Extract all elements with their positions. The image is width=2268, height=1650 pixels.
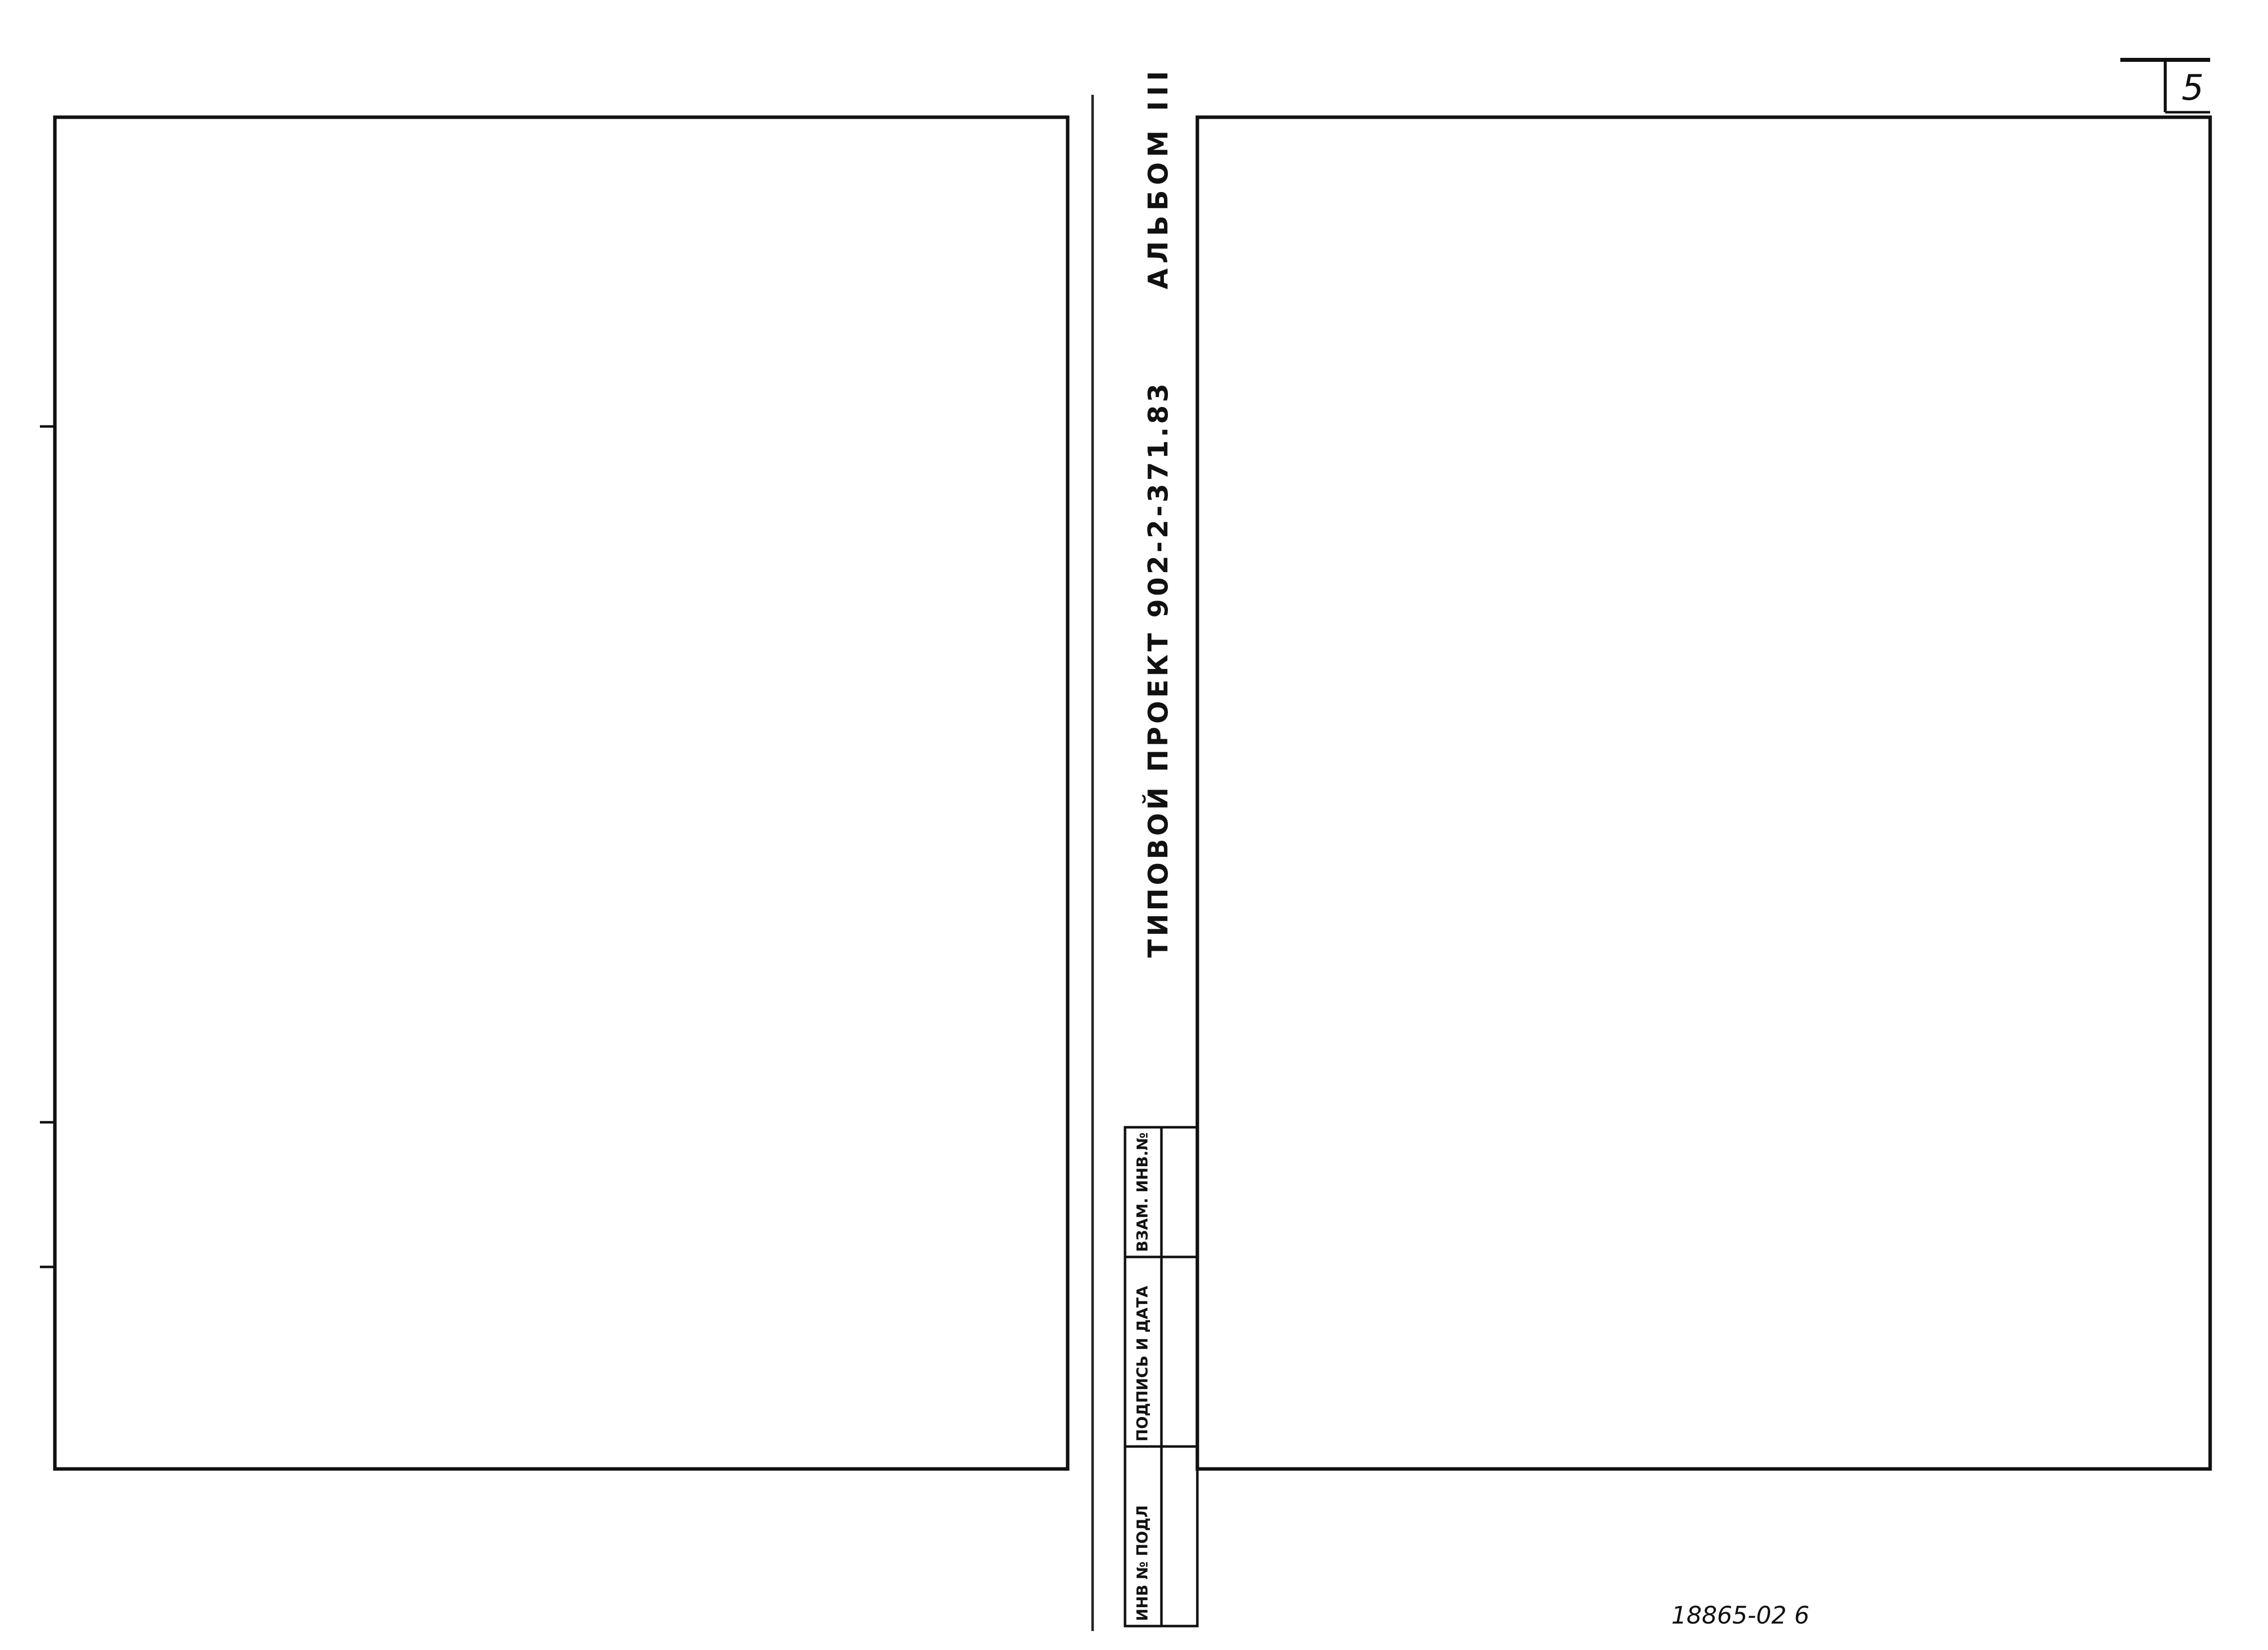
sheet-left	[55, 117, 1068, 1469]
sheet-right	[1197, 117, 2210, 1469]
project-label: ТИПОВОЙ ПРОЕКТ 902-2-371.83	[1142, 380, 1174, 958]
footer-code: 18865-02 6	[1671, 1602, 1810, 1630]
side-stamp-col-2: ПОДПИСЬ И ДАТА	[1134, 1285, 1151, 1442]
edge-ticks	[40, 426, 55, 1267]
page-number: 5	[2181, 67, 2204, 108]
page-number-box	[2120, 60, 2210, 112]
side-stamp-col-1: ИНВ № ПОДЛ	[1134, 1505, 1151, 1621]
album-label: АЛЬБОМ III	[1142, 66, 1174, 289]
side-stamp-col-3: ВЗАМ. ИНВ.№	[1134, 1132, 1151, 1252]
